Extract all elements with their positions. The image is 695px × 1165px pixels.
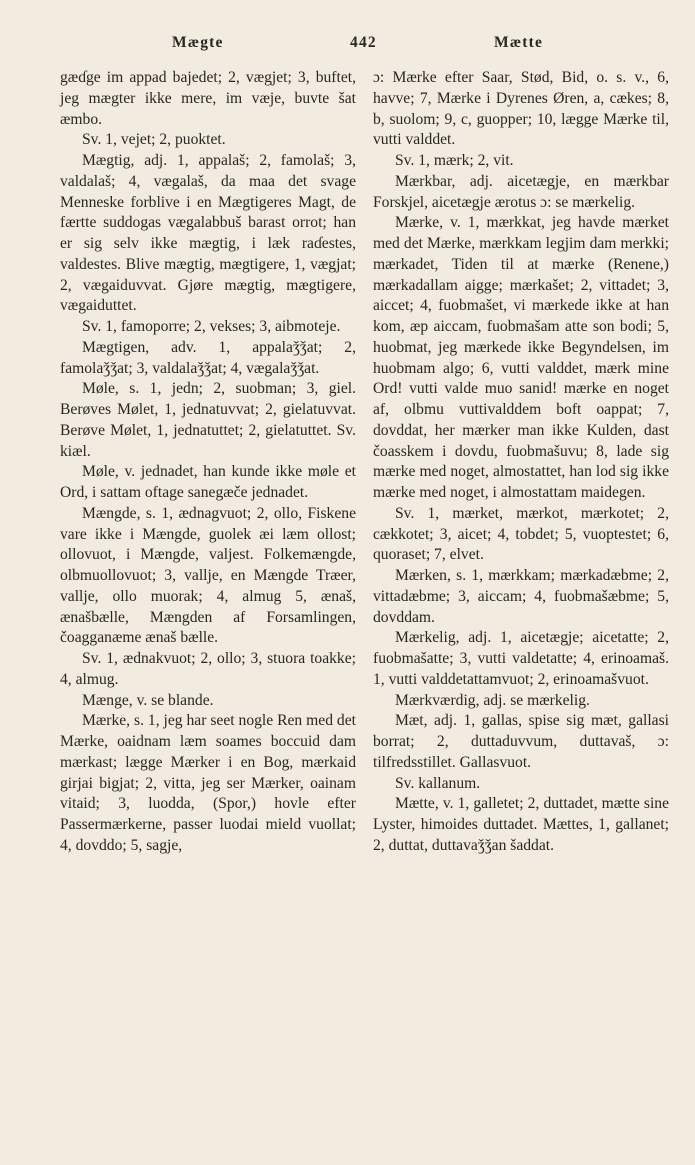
entry-maette: Mætte, v. 1, galletet; 2, duttadet, mætte sine Lyster, himoides duttadet. Mættes, 1, gallanet; 2, duttat, duttavaǯǯan šaddat. [373,795,669,854]
entry-maele-noun: Møle, s. 1, jedn; 2, suobman; 3, giel. Berøves Mølet, 1, jednatuvvat; 2, gielatuvvat. Berøve Mølet, 1, jednatuttet; 2, gielatuttet. Sv. kiæl. [60,380,356,460]
entry-swedish-note: Sv. 1, mærk; 2, vit. [395,152,514,169]
entry-swedish-note: Sv. 1, mærket, mærkot, mærkotet; 2, cækkotet; 3, aicet; 4, tobdet; 5, vuoptestet; 6, quoraset; 7, elvet. [373,504,669,564]
entry-continuation: gæɗge im appad bajedet; 2, vægjet; 3, buftet, jeg mægter ikke mere, im væje, buvte šat æmbo. [60,69,356,128]
running-head-left: Mægte [172,34,224,51]
entry-swedish-note: Sv. 1, vejet; 2, puoktet. [82,131,226,149]
entry-swedish-note: Sv. 1, ædnakvuot; 2, ollo; 3, stuora toakke; 4, almug. [60,650,356,688]
entry-swedish-note: Sv. kallanum. [395,774,481,792]
entry-swedish-note: Sv. 1, famoporre; 2, vekses; 3, aibmoteje. [82,318,341,335]
entry-maerken: Mærken, s. 1, mærkkam; mærkadæbme; 2, vittadæbme; 3, aiccam; 4, fuobmašæbme; 5, dovddam. [373,567,669,626]
page-number: 442 [350,34,377,51]
entry-maerkelig: Mærkelig, adj. 1, aicetægje; aicetatte; 2, fuobmašatte; 3, vutti valdetatte; 4, erinoamaš. 1, vutti valddetattamvuot; 2, erinoamašvuot. [373,629,669,688]
entry-maengde: Mængde, s. 1, ædnagvuot; 2, ollo, Fiskene vare ikke i Mængde, guolek æi læm ollost; ollovuot, i Mængde, valjest. Folkemængde, olbmuollovuot; 3, vallje, en Mængde Træer, vallje, ollo muorak; 4, almug 5, ænaš, ænašbælle, Mængden af Forsamlingen, čoagganæme ænaš bælle. [60,504,356,647]
left-column [60,68,356,857]
entry-maenge: Mænge, v. se blande. [82,691,214,709]
entry-maele-verb: Møle, v. jednadet, han kunde ikke møle et Ord, i sattam oftage sanegæče jednadet. [60,463,356,501]
entry-continuation: ɔ: Mærke efter Saar, Stød, Bid, o. s. v., 6, havve; 7, Mærke i Dyrenes Øren, a, cækes; 8, b, suolom; 9, c, guopper; 10, lægge Mærke til, vutti valddet. [373,69,669,149]
entry-maerkbar: Mærkbar, adj. aicetægje, en mærkbar Forskjel, aicetægje ærotus ɔ: se mærkelig. [373,172,669,211]
entry-maerke-verb: Mærke, v. 1, mærkkat, jeg havde mærket med det Mærke, mærkkam legjim dam merkki; mærkadet, Tiden til at mærke (Renene,) mærkadallam aigge; mærkašet; 2, vittadet; 3, aiccet; 4, fuobmašet, vi mærkede ikke at han kom, æp aiccam, fuobmašam atte son bodi; 5, huobmat, jeg mærkede ikke Begyndelsen, im huobmam algo; 6, vutti valddet, mærk mine Ord! vutti valde muo sanid! mærke en noget af, olbmu vuttivalddem boft oappat; 7, dovddat, her mærker man ikke Kulden, dast čoasskem i dovdu, fuobmašuvu; 8, lade sig mærke med noget, almostattet, han lod sig ikke mærke med noget, i almostattam maidegen. [373,214,669,501]
running-head-right: Mætte [494,34,544,51]
entry-maerke-noun: Mærke, s. 1, jeg har seet nogle Ren med det Mærke, oaidnam læm soames boccuid dam mærkast; lægge Mærker i en Bog, mærkaid girjai bigjat; 2, vitta, jeg ser Mærker, oainam vitaid; 3, luodda, (Spor,) hovle efter Passermærkerne, passer luodai mield vuollat; 4, dovddo; 5, sagje, [60,712,356,854]
entry-maet: Mæt, adj. 1, gallas, spise sig mæt, gallasi borrat; 2, duttaduvvum, duttavaš, ɔ: tilfredsstillet. Gallasvuot. [373,712,669,771]
right-column [373,68,669,857]
entry-maegtigen: Mægtigen, adv. 1, appalaǯǯat; 2, famolaǯǯat; 3, valdalaǯǯat; 4, vægalaǯǯat. [60,338,356,377]
entry-maerkvaerdig: Mærkværdig, adj. se mærkelig. [395,691,590,709]
entry-maegtig: Mægtig, adj. 1, appalaš; 2, famolaš; 3, valdalaš; 4, vægalaš, da maa det svage Menneske forblive i en Mægtigeres Magt, de færtte suddogas vægalabbuš barast orrot; han er sig selv ikke mægtig, i læk raɗestes, valdestes. Blive mægtig, mægtigere, 1, vægjat; 2, vægaiduvvat. Gjøre mægtig, mægtigere, vægaiduttet. [60,152,356,315]
